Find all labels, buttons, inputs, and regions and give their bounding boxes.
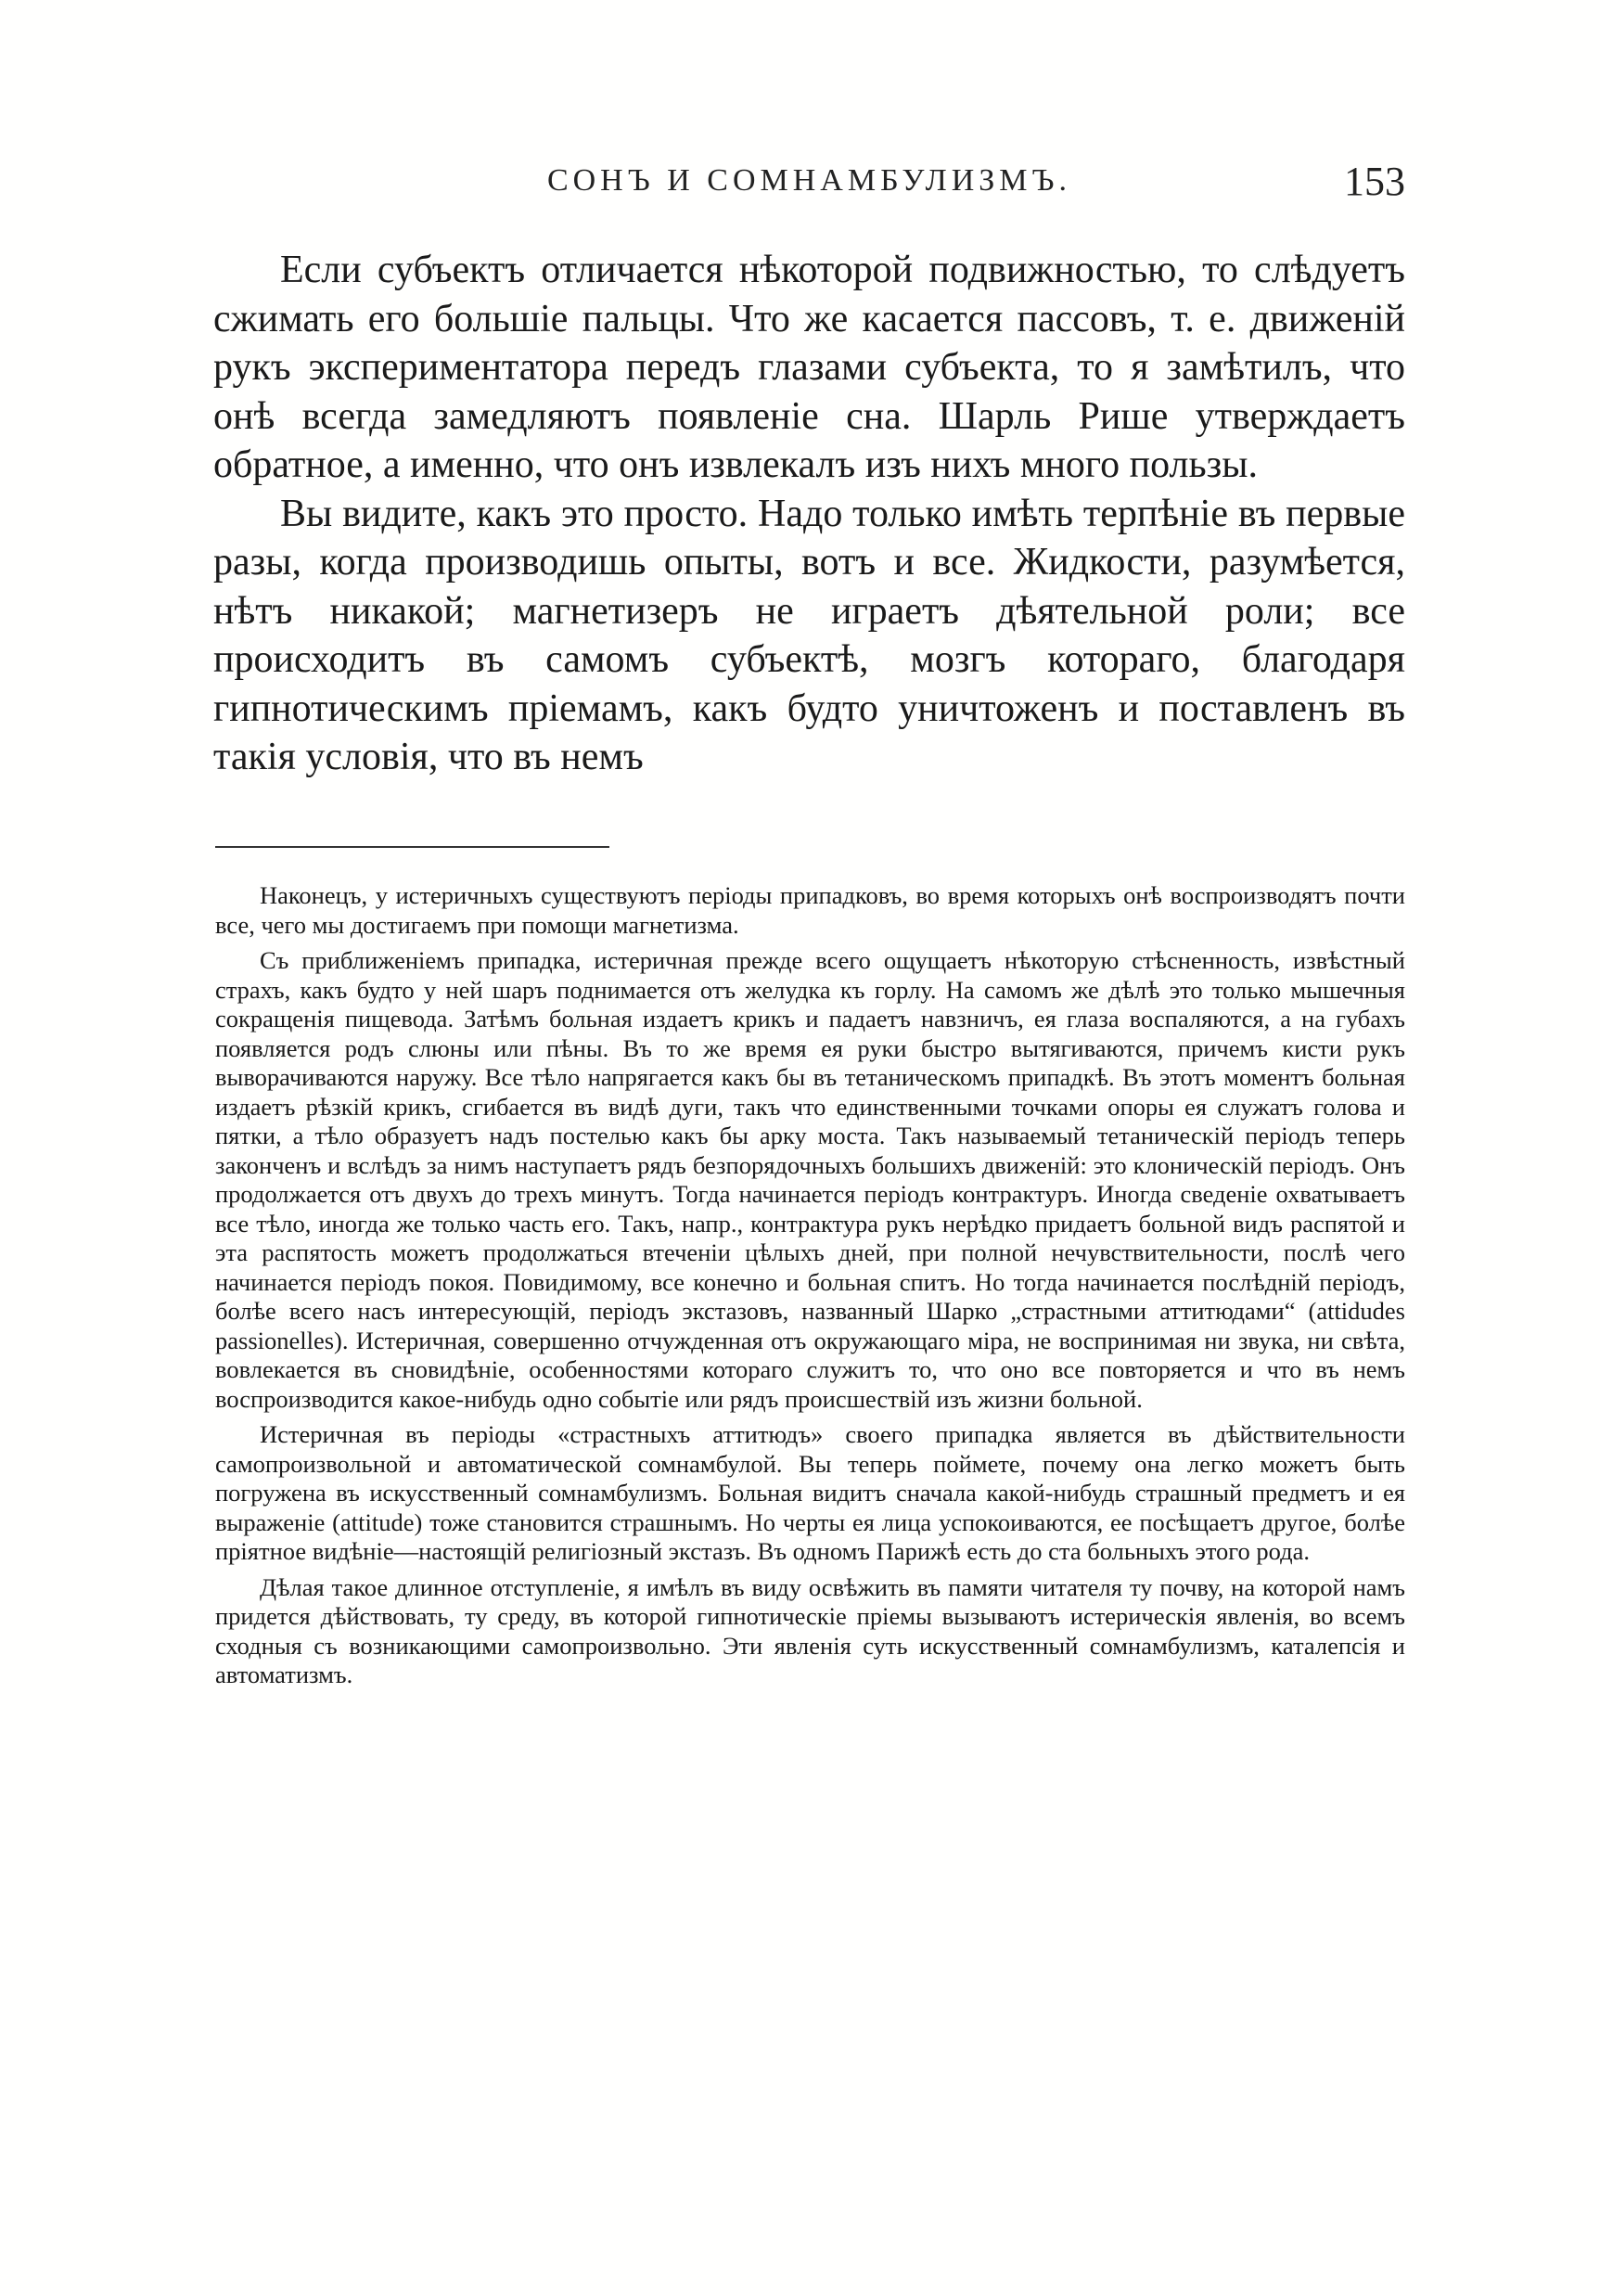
main-text [213, 246, 1405, 782]
footnote-paragraph: Истеричная въ періоды «страстныхъ аттитюдъ» своего припадка является въ дѣйствительности самопроизвольной и автоматической сомнамбулой. Вы теперь поймете, почему она легко можетъ быть погружена въ искусственный сомнамбулизмъ. Больная видитъ сначала какой-нибудь страшный предметъ и ея выраженіе (attitude) тоже становится страшнымъ. Но черты ея лица успокоиваются, ее посѣщаетъ другое, болѣе пріятное видѣніе—настоящій религіозный экстазъ. Въ одномъ Парижѣ есть до ста больныхъ этого рода. [215, 1420, 1405, 1565]
footnotes [215, 881, 1405, 1697]
footnote-separator [215, 846, 609, 848]
footnote-paragraph: Наконецъ, у истеричныхъ существуютъ періоды припадковъ, во время которыхъ онѣ воспроизводятъ почти все, чего мы достигаемъ при помощи магнетизма. [215, 881, 1405, 939]
page-header [213, 158, 1405, 213]
body-paragraph: Если субъектъ отличается нѣкоторой подвижностью, то слѣдуетъ сжимать его большіе пальцы. Что же касается пассовъ, т. е. движеній рукъ экспериментатора передъ глазами субъекта, то я замѣтилъ, что онѣ всегда замедляютъ появленіе сна. Шарль Рише утверждаетъ обратное, а именно, что онъ извлекалъ изъ нихъ много пользы. [213, 249, 1405, 486]
running-title: СОНЪ И СОМНАМБУЛИЗМЪ. [546, 163, 1072, 198]
footnote-paragraph: Съ приближеніемъ припадка, истеричная прежде всего ощущаетъ нѣкоторую стѣсненность, извѣстный страхъ, какъ будто у ней шаръ поднимается отъ желудка къ горлу. На самомъ же дѣлѣ это только мышечныя сокращенія пищевода. Затѣмъ больная издаетъ крикъ и падаетъ навзничъ, ея глаза воспаляются, а на губахъ появляется родъ слюны или пѣны. Въ то же время ея руки быстро вытягиваются, причемъ кисти рукъ выворачиваются наружу. Все тѣло напрягается какъ бы въ тетаническомъ припадкѣ. Въ этотъ моментъ больная издаетъ рѣзкій крикъ, сгибается въ видѣ дуги, такъ что единственными точками опоры ея служатъ голова и пятки, а тѣло образуетъ надъ постелью какъ бы арку моста. Такъ называемый тетаническій періодъ теперь законченъ и вслѣдъ за нимъ наступаетъ рядъ безпорядочныхъ большихъ движеній: это клоническій періодъ. Онъ продолжается отъ двухъ до трехъ минутъ. Тогда начинается періодъ контрактуръ. Иногда сведеніе охватываетъ все тѣло, иногда же только часть его. Такъ, напр., контрактура рукъ нерѣдко придаетъ больной видъ распятой и эта распятость можетъ продолжаться втеченіи цѣлыхъ дней, при полной нечувствительности, послѣ чего начинается періодъ покоя. Повидимому, все конечно и больная спитъ. Но тогда начинается послѣдній періодъ, болѣе всего насъ интересующій, періодъ экстазовъ, названный Шарко „страстными аттитюдами“ (attidudes passionelles). Истеричная, совершенно отчужденная отъ окружающаго міра, не воспринимая ни звука, ни свѣта, вовлекается въ сновидѣніе, особенностями котораго служитъ то, что оно все повторяется и что въ немъ воспроизводится какое-нибудь одно событіе или рядъ происшествій изъ жизни больной. [215, 946, 1405, 1413]
footnote-paragraph: Дѣлая такое длинное отступленіе, я имѣлъ въ виду освѣжить въ памяти читателя ту почву, на которой намъ придется дѣйствовать, ту среду, въ которой гипнотическіе пріемы вызываютъ истерическія явленія, во всемъ сходныя съ возникающими самопроизвольно. Эти явленія суть искусственный сомнамбулизмъ, каталепсія и автоматизмъ. [215, 1572, 1405, 1688]
body-paragraph: Вы видите, какъ это просто. Надо только имѣть терпѣніе въ первые разы, когда производишь опыты, вотъ и все. Жидкости, разумѣется, нѣтъ никакой; магнетизеръ не играетъ дѣятельной роли; все происходитъ въ самомъ субъектѣ, мозгъ котораго, благодаря гипнотическимъ пріемамъ, какъ будто уничтоженъ и поставленъ въ такія условія, что въ немъ [213, 492, 1405, 778]
page-number: 153 [1344, 159, 1405, 204]
